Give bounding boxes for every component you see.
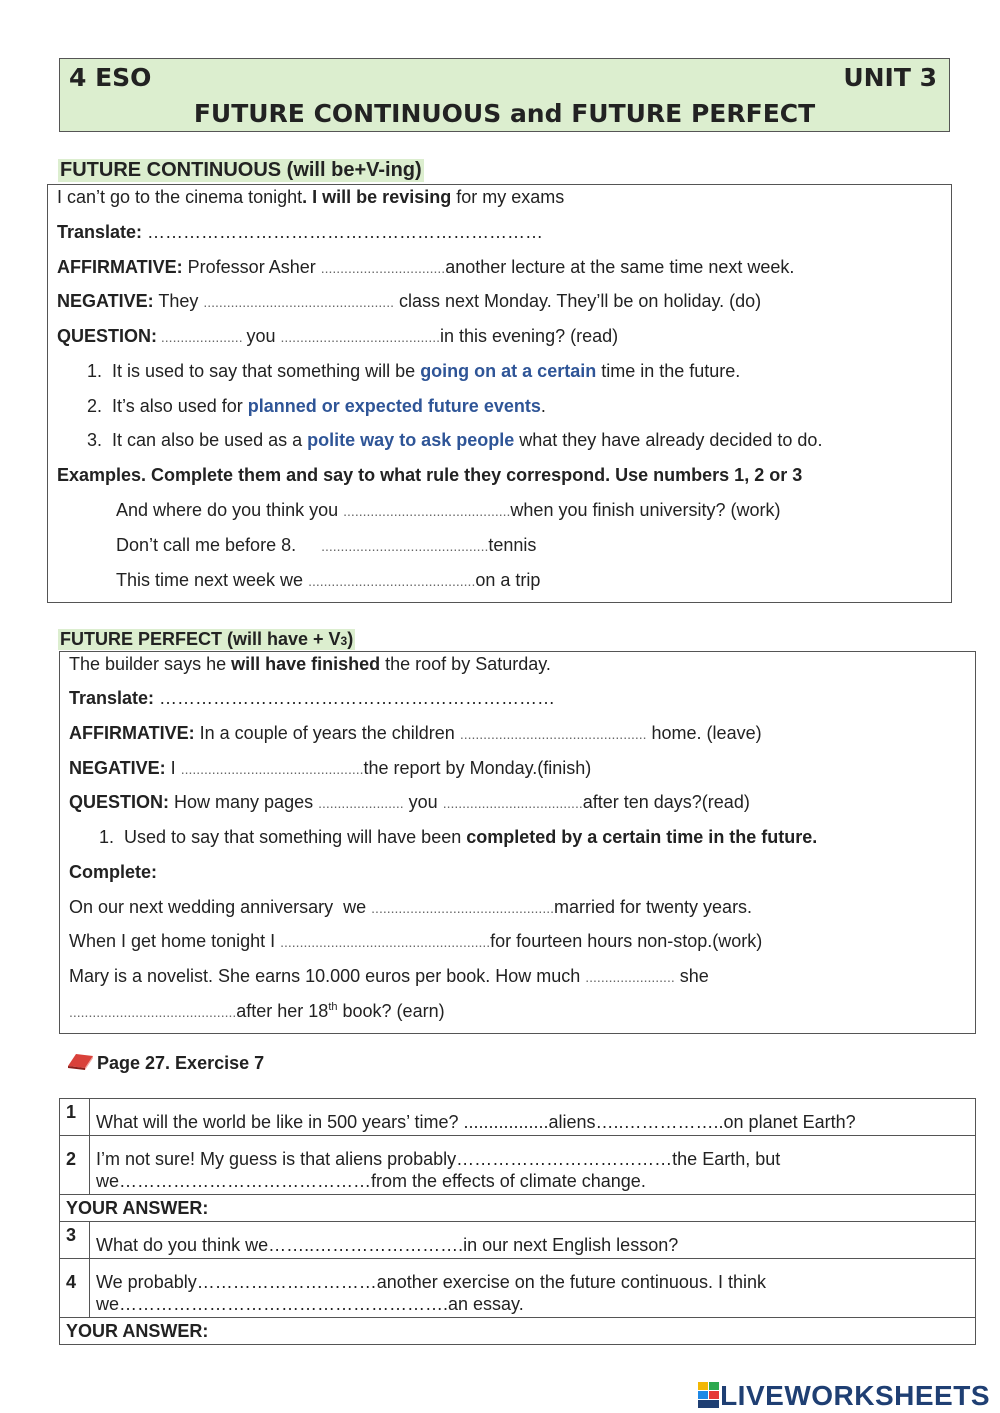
fc-translate-blank[interactable]: ………………………………………………………… (142, 222, 544, 242)
fc-rule-2: 2. It’s also used for planned or expected future events. (87, 396, 546, 416)
fc-affirmative-line: AFFIRMATIVE: Professor Asher ................................another lecture at the same time next week. (57, 257, 795, 277)
fp-translate-line: Translate: ………………………………………………………… (69, 688, 556, 708)
fp-complete-3-blank[interactable]: ....................... (585, 969, 675, 985)
logo-blocks-icon (698, 1382, 720, 1408)
fc-example-3: This time next week we ...........................................on a trip (116, 570, 541, 590)
fc-example-1-blank[interactable]: ........................................... (343, 503, 511, 519)
fp-affirmative-line: AFFIRMATIVE: In a couple of years the children ................................................ home. (leave) (69, 723, 762, 743)
fc-example-2-blank[interactable]: ........................................... (321, 538, 489, 554)
table-row (60, 1195, 976, 1222)
fp-complete-1: On our next wedding anniversary we ...............................................married for twenty years. (69, 897, 753, 917)
fc-negative-line: NEGATIVE: They ................................................. class next Monday. They’ll be on holiday. (do) (57, 291, 762, 311)
row-number: 4 (60, 1259, 90, 1318)
fc-rule-3: 3. It can also be used as a polite way to ask people what they have already decided to do. (87, 430, 823, 450)
future-perfect-title: FUTURE PERFECT (will have + V3) (60, 629, 354, 649)
table-row (60, 1099, 976, 1136)
fp-complete-2: When I get home tonight I ......................................................for fourteen hours non-stop.(work) (69, 931, 763, 951)
fp-negative-blank[interactable]: ............................................... (180, 761, 364, 777)
page-title: FUTURE CONTINUOUS and FUTURE PERFECT (193, 99, 816, 128)
course-label: 4 ESO (69, 63, 152, 92)
page-header (59, 58, 950, 132)
fc-example-3-blank[interactable]: ........................................... (308, 573, 476, 589)
fc-question-line: QUESTION: ..................... you .........................................in this evening? (read) (57, 326, 619, 346)
fc-affirmative-blank[interactable]: ................................ (320, 260, 446, 276)
answer-field[interactable]: YOUR ANSWER: (60, 1318, 976, 1345)
row-number: 2 (60, 1136, 90, 1195)
future-continuous-title: FUTURE CONTINUOUS (will be+V-ing) (60, 159, 422, 181)
unit-label: UNIT 3 (843, 63, 937, 92)
fp-example-sentence: The builder says he will have finished the roof by Saturday. (69, 654, 551, 674)
exercise-title: Page 27. Exercise 7 (97, 1053, 265, 1073)
fp-complete-4: ...........................................after her 18th book? (earn) (69, 1001, 445, 1021)
exercise-item[interactable]: What will the world be like in 500 years’ time? .................aliens…..……………..on planet Earth? (90, 1099, 976, 1136)
fc-example-sentence: I can’t go to the cinema tonight. I will be revising for my exams (57, 187, 565, 207)
fc-examples-title: Examples. Complete them and say to what rule they correspond. Use numbers 1, 2 or 3 (57, 465, 803, 485)
fc-negative-blank[interactable]: ................................................. (203, 294, 394, 310)
fp-complete-1-blank[interactable]: ............................................... (371, 900, 554, 916)
table-row (60, 1259, 976, 1318)
fc-example-1: And where do you think you ...........................................when you finish university? (work) (116, 500, 781, 520)
book-icon (66, 1052, 94, 1070)
row-number: 3 (60, 1222, 90, 1259)
fc-rule-1: 1. It is used to say that something will be going on at a certain time in the future. (87, 361, 741, 381)
fp-affirmative-blank[interactable]: ................................................ (459, 726, 647, 742)
exercise-table (59, 1098, 976, 1345)
exercise-item[interactable]: What do you think we……..…………………….in our next English lesson? (90, 1222, 976, 1259)
fp-question-blank-2[interactable]: .................................... (442, 795, 583, 811)
fp-translate-blank[interactable]: ………………………………………………………… (154, 688, 556, 708)
table-row (60, 1222, 976, 1259)
answer-field[interactable]: YOUR ANSWER: (60, 1195, 976, 1222)
liveworksheets-logo[interactable] (698, 1380, 990, 1412)
fc-translate-line: Translate: ………………………………………………………… (57, 222, 544, 242)
fp-negative-line: NEGATIVE: I ...............................................the report by Monday.(finish) (69, 758, 592, 778)
fc-question-blank-2[interactable]: ......................................... (280, 329, 440, 345)
fc-question-blank-1[interactable]: ..................... (157, 329, 247, 345)
fp-question-blank-1[interactable]: ...................... (318, 795, 404, 811)
row-number: 1 (60, 1099, 90, 1136)
fp-rule-1: 1. Used to say that something will have been completed by a certain time in the future. (99, 827, 818, 847)
fp-complete-3: Mary is a novelist. She earns 10.000 euros per book. How much ....................... she (69, 966, 709, 986)
table-row (60, 1136, 976, 1195)
table-row (60, 1318, 976, 1345)
exercise-item[interactable]: We probably…………………………another exercise on the future continuous. I think we……………………………………………….an essay. (90, 1259, 976, 1318)
fp-complete-2-blank[interactable]: ...................................................... (280, 934, 491, 950)
logo-text: LIVEWORKSHEETS (720, 1380, 990, 1411)
fp-question-line: QUESTION: How many pages ...................... you ....................................after ten days?(read) (69, 792, 750, 812)
fc-example-2: Don’t call me before 8. ...........................................tennis (116, 535, 537, 555)
fp-complete-label: Complete: (69, 862, 158, 882)
fp-complete-4-blank[interactable]: ........................................... (69, 1004, 237, 1020)
exercise-item[interactable]: I’m not sure! My guess is that aliens probably………………………………the Earth, but we……………………………………from the effects of climate change. (90, 1136, 976, 1195)
